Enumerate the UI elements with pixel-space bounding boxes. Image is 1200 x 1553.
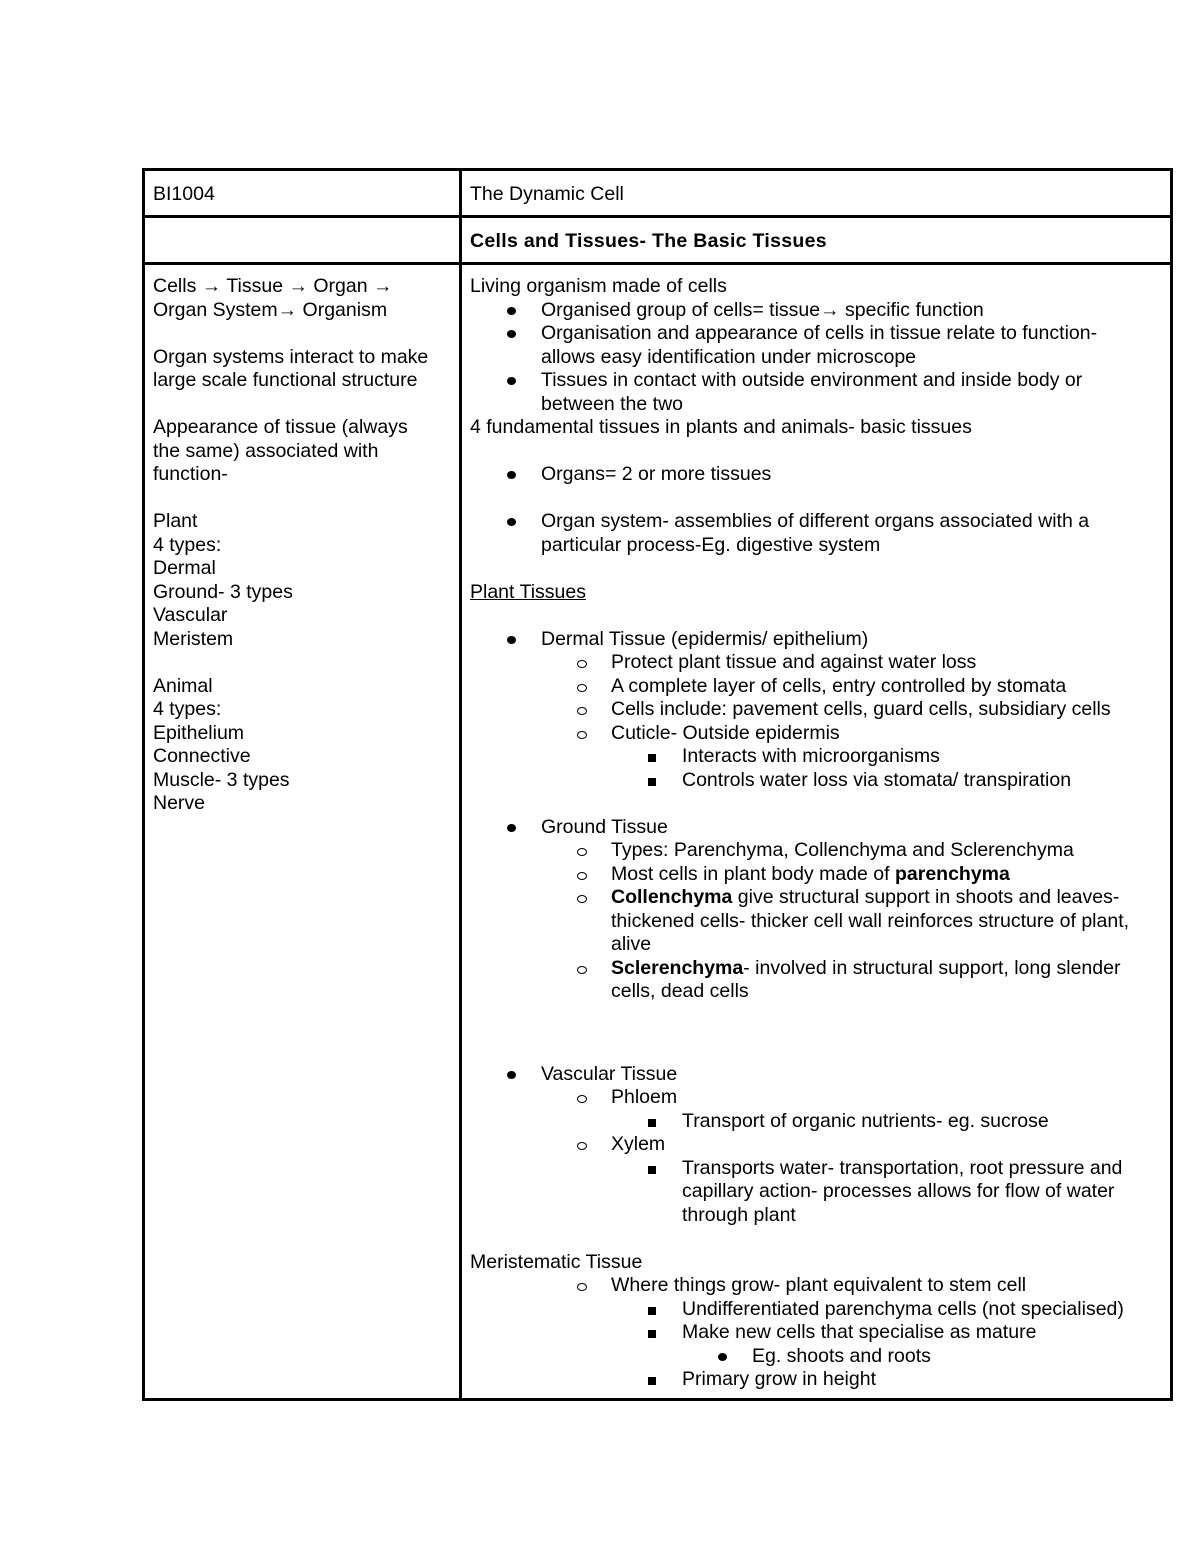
bullet-dot-icon bbox=[507, 377, 516, 385]
list-item: Primary grow in height bbox=[470, 1368, 1162, 1392]
bullet-square-icon bbox=[648, 778, 656, 786]
plant-type-line: 4 types: bbox=[153, 533, 222, 556]
animal-type-line: Animal bbox=[153, 674, 213, 697]
bullet-circle-icon bbox=[577, 1283, 587, 1291]
notes-table bbox=[142, 168, 1173, 1401]
list-item: Tissues in contact with outside environment and inside body or bbox=[470, 369, 1162, 393]
bullet-square-icon bbox=[648, 754, 656, 762]
bullet-square-icon bbox=[648, 1330, 656, 1338]
animal-type-line: Muscle- 3 types bbox=[153, 768, 290, 791]
list-item: Protect plant tissue and against water loss bbox=[470, 651, 1162, 675]
list-item: Collenchyma give structural support in shoots and leaves- bbox=[470, 886, 1162, 910]
animal-type-line: 4 types: bbox=[153, 698, 222, 720]
list-item: A complete layer of cells, entry controlled by stomata bbox=[470, 675, 1162, 699]
bullet-dot-icon bbox=[507, 330, 516, 338]
ground-tissue-item: Ground Tissue bbox=[470, 816, 1162, 840]
fundamental-text: 4 fundamental tissues in plants and animals- basic tissues bbox=[470, 416, 972, 438]
animal-type-line: Connective bbox=[153, 745, 251, 767]
list-item-continued: thickened cells- thicker cell wall reinforces structure of plant, bbox=[611, 909, 1130, 932]
meristematic-heading: Meristematic Tissue bbox=[470, 1250, 643, 1273]
bullet-circle-icon bbox=[577, 895, 587, 903]
list-item-continued: capillary action- processes allows for flow of water bbox=[682, 1180, 1115, 1202]
bullet-dot-icon bbox=[507, 636, 516, 644]
plant-type-line: Vascular bbox=[153, 604, 228, 626]
bullet-circle-icon bbox=[577, 660, 587, 668]
bullet-square-icon bbox=[648, 1307, 656, 1315]
list-item: Where things grow- plant equivalent to stem cell bbox=[470, 1274, 1162, 1298]
animal-type-line: Nerve bbox=[153, 792, 206, 814]
plant-type-line: Plant bbox=[153, 510, 198, 532]
list-item-continued: through plant bbox=[682, 1203, 796, 1226]
hierarchy-line: Organ System→ Organism bbox=[153, 298, 388, 321]
list-item: Types: Parenchyma, Collenchyma and Sclerenchyma bbox=[470, 839, 1162, 863]
bullet-circle-icon bbox=[577, 872, 587, 880]
list-item: Organs= 2 or more tissues bbox=[470, 463, 1162, 487]
summary-text: the same) associated with bbox=[153, 439, 379, 462]
course-title: The Dynamic Cell bbox=[470, 183, 624, 205]
page-title: Cells and Tissues- The Basic Tissues bbox=[470, 230, 827, 252]
bullet-dot-icon bbox=[507, 1071, 516, 1079]
plant-type-line: Meristem bbox=[153, 627, 234, 650]
list-item: Organised group of cells= tissue→ specific function bbox=[470, 299, 1162, 323]
summary-text: Organ systems interact to make bbox=[153, 345, 429, 368]
summary-text: Appearance of tissue (always bbox=[153, 416, 408, 438]
list-item: Transports water- transportation, root pressure and bbox=[470, 1157, 1162, 1181]
intro-text: Living organism made of cells bbox=[470, 275, 727, 297]
list-item-continued: cells, dead cells bbox=[611, 980, 749, 1002]
list-item: Transport of organic nutrients- eg. sucrose bbox=[470, 1110, 1162, 1134]
bullet-circle-icon bbox=[577, 684, 587, 692]
list-item: Undifferentiated parenchyma cells (not specialised) bbox=[470, 1298, 1162, 1322]
list-item: Organ system- assemblies of different organs associated with a bbox=[470, 510, 1162, 534]
plant-type-line: Ground- 3 types bbox=[153, 580, 293, 603]
bullet-square-icon bbox=[648, 1377, 656, 1385]
notes-column bbox=[461, 264, 1172, 1400]
list-item: Controls water loss via stomata/ transpiration bbox=[470, 769, 1162, 793]
list-item: Cells include: pavement cells, guard cells, subsidiary cells bbox=[470, 698, 1162, 722]
content-row bbox=[144, 264, 1172, 1400]
hierarchy-line: Cells → Tissue → Organ → bbox=[153, 275, 393, 297]
summary-text: large scale functional structure bbox=[153, 369, 418, 391]
bullet-dot-icon bbox=[718, 1353, 727, 1361]
list-item: Sclerenchyma- involved in structural support, long slender bbox=[470, 957, 1162, 981]
bullet-circle-icon bbox=[577, 848, 587, 856]
bullet-dot-icon bbox=[507, 824, 516, 832]
dermal-tissue-item: Dermal Tissue (epidermis/ epithelium) bbox=[470, 628, 1162, 652]
vascular-tissue-item: Vascular Tissue bbox=[470, 1063, 1162, 1087]
summary-text: function- bbox=[153, 463, 228, 485]
bullet-circle-icon bbox=[577, 707, 587, 715]
plant-type-line: Dermal bbox=[153, 557, 216, 579]
section-heading-plant-tissues: Plant Tissues bbox=[470, 580, 586, 603]
animal-type-line: Epithelium bbox=[153, 721, 245, 744]
list-item: Xylem bbox=[470, 1133, 1162, 1157]
subtitle-cell bbox=[461, 217, 1172, 264]
list-item: Interacts with microorganisms bbox=[470, 745, 1162, 769]
header-row bbox=[144, 170, 1172, 217]
bullet-square-icon bbox=[648, 1119, 656, 1127]
empty-cell bbox=[144, 217, 461, 264]
bullet-square-icon bbox=[648, 1166, 656, 1174]
bullet-dot-icon bbox=[507, 471, 516, 479]
bullet-circle-icon bbox=[577, 731, 587, 739]
list-item: Make new cells that specialise as mature bbox=[470, 1321, 1162, 1345]
bullet-circle-icon bbox=[577, 966, 587, 974]
list-item-continued: particular process-Eg. digestive system bbox=[541, 533, 881, 556]
list-item-continued: between the two bbox=[541, 392, 684, 415]
bullet-circle-icon bbox=[577, 1095, 587, 1103]
list-item-continued: alive bbox=[611, 933, 652, 955]
list-item: Phloem bbox=[470, 1086, 1162, 1110]
bullet-dot-icon bbox=[507, 518, 516, 526]
course-code: BI1004 bbox=[153, 183, 215, 205]
list-item: Cuticle- Outside epidermis bbox=[470, 722, 1162, 746]
bullet-circle-icon bbox=[577, 1142, 587, 1150]
summary-column bbox=[144, 264, 461, 1400]
list-item: Organisation and appearance of cells in tissue relate to function- bbox=[470, 322, 1162, 346]
course-title-cell bbox=[461, 170, 1172, 217]
bullet-dot-icon bbox=[507, 307, 516, 315]
subtitle-row bbox=[144, 217, 1172, 264]
list-item-continued: allows easy identification under microscope bbox=[541, 345, 917, 368]
list-item: Eg. shoots and roots bbox=[470, 1345, 1162, 1369]
list-item: Most cells in plant body made of parenchyma bbox=[470, 863, 1162, 887]
course-code-cell bbox=[144, 170, 461, 217]
